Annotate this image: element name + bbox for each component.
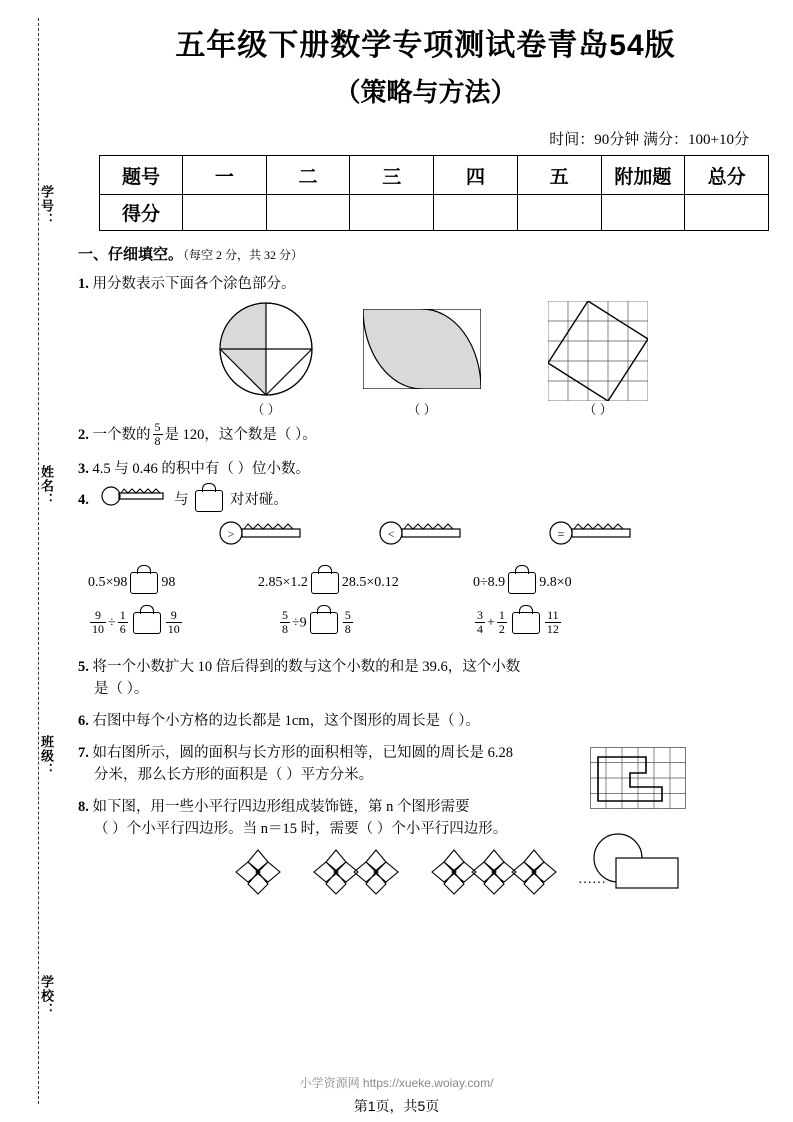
fraction-denominator: 10 — [167, 621, 180, 636]
operator: ÷ — [108, 615, 116, 631]
fraction-numerator: 3 — [477, 607, 483, 622]
question-1 — [78, 273, 773, 295]
question-7-number: 7. — [78, 744, 89, 761]
svg-text:<: < — [387, 526, 395, 541]
question-3-text: 4.5 与 0.46 的积中有（ ）位小数。 — [92, 461, 310, 477]
margin-label-student-id: 学号： — [39, 185, 54, 227]
score-table-input-cell[interactable] — [685, 195, 769, 231]
question-4 — [78, 489, 773, 512]
question-8-number: 8. — [78, 798, 89, 815]
question-2-text-post: 是 120，这个数是（ ）。 — [164, 426, 317, 443]
question-7-line-1: 如右图所示，圆的面积与长方形的面积相等，已知圆的周长是 6.28 — [92, 744, 513, 761]
fraction-denominator: 8 — [344, 621, 351, 636]
lock-icon-6[interactable] — [310, 612, 338, 634]
figure-circle-and-rectangle — [578, 832, 690, 894]
score-table-cell: 五 — [517, 156, 601, 195]
question-2 — [78, 422, 773, 449]
question-5 — [78, 656, 773, 700]
fraction — [166, 609, 182, 636]
margin-dashed-line — [38, 18, 39, 1104]
fraction-numerator: 9 — [166, 609, 182, 623]
section-heading-sub: （每空 2 分，共 32 分） — [183, 248, 304, 262]
question-6-text: 右图中每个小方格的边长都是 1cm，这个图形的周长是（ ）。 — [92, 712, 480, 729]
figure-staircase-grid — [590, 747, 686, 809]
sign-key-equal — [548, 518, 634, 548]
score-table-cell: 二 — [266, 156, 350, 195]
expression-right: 28.5×0.12 — [341, 574, 399, 590]
score-table-cell: 得分 — [100, 195, 183, 231]
fraction-denominator: 8 — [154, 434, 161, 448]
lock-icon-3[interactable] — [311, 572, 339, 594]
fraction-numerator: 5 — [154, 420, 161, 434]
margin-label-name: 姓名： — [39, 465, 54, 507]
svg-text:=: = — [557, 526, 565, 541]
question-4-row-1 — [78, 566, 773, 606]
question-8-line-1: 如下图，用一些小平行四边形组成装饰链，第 n 个图形需要 — [92, 798, 470, 815]
fraction-numerator: 1 — [119, 607, 126, 622]
score-table-input-cell[interactable] — [517, 195, 601, 231]
fraction-5-8 — [153, 421, 163, 448]
page-number: 第1页，共5页 — [353, 1098, 440, 1114]
question-2-number: 2. — [78, 426, 89, 443]
question-6-number: 6. — [78, 712, 89, 729]
fraction-numerator: 9 — [90, 609, 106, 623]
fraction-numerator: 5 — [344, 607, 351, 622]
key-icon-1 — [100, 485, 166, 507]
table-row — [100, 195, 769, 231]
fraction — [343, 609, 353, 636]
question-7-line-2: 分米，那么长方形的面积是（ ）平方分米。 — [94, 766, 374, 783]
question-5-line-2: 是（ ）。 — [94, 680, 149, 697]
fraction-denominator: 10 — [92, 621, 104, 636]
figure-grid-tilted-square — [548, 301, 648, 401]
fraction — [497, 609, 507, 636]
lock-icon-1 — [195, 490, 223, 512]
question-4-number: 4. — [78, 492, 89, 508]
operator: ÷9 — [292, 615, 307, 631]
expression-left: 0÷8.9 — [473, 574, 506, 590]
score-table-input-cell[interactable] — [601, 195, 685, 231]
footer-site-note: 小学资源网 https://xueke.woiay.com/ — [299, 1076, 494, 1090]
expression-left: 0.5×98 — [88, 574, 128, 590]
figure-chain-2 — [306, 846, 416, 898]
figure-circle-quarters — [218, 301, 314, 397]
fraction-denominator: 4 — [477, 621, 483, 636]
svg-text:>: > — [227, 526, 235, 541]
score-table-cell: 题号 — [100, 156, 183, 195]
figure-chain-1 — [228, 846, 288, 898]
fraction-denominator: 12 — [546, 621, 559, 636]
question-1-figures — [78, 301, 773, 417]
score-table-cell: 四 — [434, 156, 518, 195]
score-table-cell: 一 — [183, 156, 267, 195]
fraction — [118, 609, 128, 636]
margin-label-class: 班级： — [39, 735, 54, 777]
figure-square-arcs — [363, 309, 481, 389]
lock-icon-7[interactable] — [512, 612, 540, 634]
fraction — [90, 609, 106, 636]
time-and-score-line: 时间：90分钟 满分：100+10分 — [549, 132, 749, 148]
operator: + — [487, 615, 495, 631]
expression-left: 2.85×1.2 — [258, 574, 308, 590]
question-4-sign-keys — [78, 518, 773, 566]
table-row — [100, 156, 769, 195]
lock-icon-4[interactable] — [508, 572, 536, 594]
score-table-cell: 总分 — [685, 156, 769, 195]
fraction-denominator: 8 — [282, 621, 288, 636]
fraction — [545, 609, 561, 636]
expression-right: 98 — [161, 574, 176, 590]
score-table-input-cell[interactable] — [434, 195, 518, 231]
question-3 — [78, 458, 773, 480]
expression-pair-3 — [473, 572, 572, 594]
fraction-denominator: 6 — [119, 621, 126, 636]
figure-caption-2: （ ） — [407, 402, 437, 417]
question-1-number: 1. — [78, 276, 89, 292]
expression-pair-1 — [88, 572, 175, 594]
expression-pair-5 — [278, 607, 355, 637]
expression-right: 9.8×0 — [539, 574, 572, 590]
question-5-number: 5. — [78, 658, 89, 675]
question-2-text-pre: 一个数的 — [92, 426, 151, 443]
question-4-text-post: 对对碰。 — [229, 492, 288, 508]
expression-pair-2 — [258, 572, 399, 594]
score-table-input-cell[interactable] — [266, 195, 350, 231]
question-4-text-pre: 与 — [174, 492, 189, 508]
score-table-cell: 三 — [350, 156, 434, 195]
fraction-numerator: 1 — [498, 607, 505, 622]
expression-pair-4 — [88, 607, 184, 637]
figure-chain-ellipsis: …… — [578, 871, 606, 887]
question-1-text: 用分数表示下面各个涂色部分。 — [92, 276, 296, 292]
fraction-numerator: 5 — [282, 607, 288, 622]
lock-icon-5[interactable] — [133, 612, 161, 634]
score-table-input-cell[interactable] — [350, 195, 434, 231]
score-table-cell: 附加题 — [601, 156, 685, 195]
score-table-input-cell[interactable] — [183, 195, 267, 231]
lock-icon-2[interactable] — [130, 572, 158, 594]
fraction — [280, 609, 290, 636]
page-subtitle: （策略与方法） — [334, 77, 517, 107]
question-6 — [78, 710, 773, 732]
figure-caption-3: （ ） — [583, 402, 613, 417]
figure-caption-1: （ ） — [251, 402, 281, 417]
figure-chain-3 — [424, 846, 574, 898]
question-5-line-1: 将一个小数扩大 10 倍后得到的数与这个小数的和是 39.6，这个小数 — [92, 658, 521, 675]
section-heading-text: 一、仔细填空。 — [78, 246, 184, 263]
question-4-row-2 — [78, 606, 773, 650]
margin-label-school: 学校： — [39, 975, 54, 1017]
sign-key-greater — [218, 518, 304, 548]
expression-pair-6 — [473, 607, 563, 637]
question-8-line-2: （ ）个小平行四边形。当 n＝15 时，需要（ ）个小平行四边形。 — [94, 820, 508, 837]
page-title: 五年级下册数学专项测试卷青岛54版 — [175, 29, 676, 62]
fraction-numerator: 11 — [545, 609, 561, 623]
fraction-denominator: 2 — [498, 621, 505, 636]
fraction — [475, 609, 485, 636]
sign-key-less — [378, 518, 464, 548]
question-3-number: 3. — [78, 461, 89, 477]
section-heading — [78, 243, 773, 264]
score-table — [99, 155, 769, 231]
